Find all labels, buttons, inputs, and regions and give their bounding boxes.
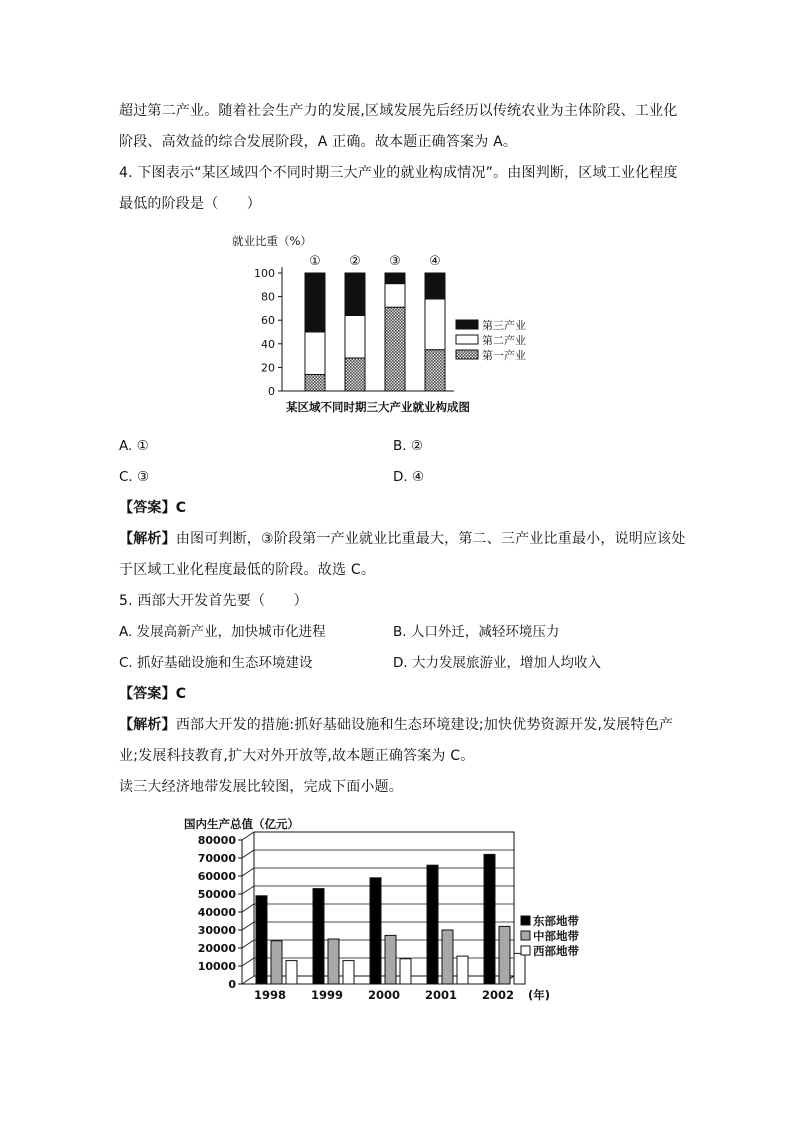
chart1-bar-segment [425,273,445,299]
chart1-bar-segment [385,307,405,391]
chart2-ytick-label: 10000 [197,960,236,973]
chart2-bar [286,961,297,984]
q5-option-c[interactable]: C. 抓好基础设施和生态环境建设 [119,655,313,671]
chart2-grid-slant [242,922,254,930]
q4-option-c[interactable]: C. ③ [119,469,150,485]
chart1-bar-segment [345,358,365,391]
chart2-bar [370,878,381,984]
chart1-ytick-label: 20 [261,361,275,375]
q4-analysis-label: 【解析】 [119,531,176,547]
chart2-category-label: 2002 [481,988,515,1002]
employment-structure-chart [230,228,550,418]
chart2-category-label: 2000 [367,988,401,1002]
q4-analysis-line-2: 于区域工业化程度最低的阶段。故选 C。 [119,562,376,578]
q4-option-b[interactable]: B. ② [393,438,423,454]
chart1-legend-swatch [456,335,478,344]
chart2-legend-label: 西部地带 [533,944,579,958]
q5-option-b[interactable]: B. 人口外迁，减轻环境压力 [393,624,560,640]
chart1-bar-segment [385,273,405,284]
chart1-category-label: ④ [429,254,441,269]
q5-analysis-text-1: 西部大开发的措施:抓好基础设施和生态环境建设;加快优势资源开发,发展特色产 [175,717,674,733]
q5-answer: 【答案】C [119,686,187,702]
chart1-ytick-label: 40 [261,337,275,351]
q4-stem-line-2: 最低的阶段是（ ） [119,196,261,212]
chart2-category-label: 2001 [424,988,458,1002]
chart2-bar [427,865,438,984]
q4-answer: 【答案】C [119,500,187,516]
chart2-bar [400,959,411,984]
chart1-bar-segment [305,374,325,391]
chart2-ytick-label: 50000 [197,888,236,901]
q4-analysis-text-1: 由图可判断，③阶段第一产业就业比重最大，第二、三产业比重最小，说明应该处 [175,531,686,547]
intro-line-1: 超过第二产业。随着社会生产力的发展,区域发展先后经历以传统农业为主体阶段、工业化 [119,103,678,119]
chart1-ytick-label: 60 [261,314,275,328]
chart2-ytick-label: 30000 [197,924,236,937]
q4-analysis-line-1 [119,529,686,549]
reading-prompt: 读三大经济地带发展比较图，完成下面小题。 [119,779,403,795]
chart2-legend-label: 中部地带 [533,929,579,943]
chart1-ytick-label: 0 [268,385,275,398]
chart2-legend-swatch [521,931,530,940]
chart2-grid-slant [242,940,254,948]
chart2-bar [499,926,510,984]
chart1-bar-segment [305,332,325,374]
chart2-legend-label: 东部地带 [533,914,579,928]
chart2-ylabel: 国内生产总值（亿元） [184,817,299,831]
chart1-legend-label: 第二产业 [482,334,526,347]
chart2-bar [271,941,282,984]
q4-option-d[interactable]: D. ④ [393,469,425,485]
chart2-bar [514,953,525,984]
chart1-bar-segment [305,273,325,332]
chart2-grid-slant [242,904,254,912]
chart1-bar-segment [345,315,365,357]
chart2-category-label: 1999 [310,988,344,1002]
chart2-grid-slant [242,958,254,966]
chart1-legend-label: 第一产业 [482,349,526,362]
chart2-bar [328,939,339,984]
chart2-category-label: 1998 [253,988,287,1002]
chart2-grid-slant [242,868,254,876]
chart2-x-unit: (年) [528,988,551,1002]
chart1-legend-label: 第三产业 [482,319,526,332]
chart2-bar [256,896,267,984]
chart2-ytick-label: 0 [228,978,236,991]
chart2-legend-swatch [521,946,530,955]
chart2-grid-slant [242,850,254,858]
q5-analysis-line-2: 业;发展科技教育,扩大对外开放等,故本题正确答案为 C。 [119,748,475,764]
chart2-bar [484,854,495,984]
chart2-ytick-label: 40000 [197,906,236,919]
chart1-ylabel: 就业比重（%） [232,234,312,248]
chart2-grid-slant [242,976,254,984]
q5-option-a[interactable]: A. 发展高新产业，加快城市化进程 [119,624,326,640]
q5-analysis-line-1 [119,715,673,735]
chart2-bar [343,961,354,984]
chart1-category-label: ① [309,254,321,269]
q5-option-d[interactable]: D. 大力发展旅游业，增加人均收入 [393,655,601,671]
q4-stem-line-1: 4. 下图表示“某区域四个不同时期三大产业的就业构成情况”。由图判断，区域工业化程度 [119,165,678,181]
q5-stem: 5. 西部大开发首先要（ ） [119,593,308,609]
chart2-legend-swatch [521,916,530,925]
chart2-bar [442,930,453,984]
intro-line-2: 阶段、高效益的综合发展阶段，A 正确。故本题正确答案为 A。 [119,134,518,150]
chart1-legend-swatch [456,350,478,359]
gdp-comparison-chart [180,814,579,1004]
chart1-title: 某区域不同时期三大产业就业构成图 [286,400,470,414]
chart2-bar [457,956,468,984]
chart1-bar-segment [425,350,445,391]
chart1-bar-segment [425,299,445,350]
chart1-bar-segment [345,273,365,315]
chart1-ytick-label: 100 [254,267,275,280]
chart1-category-label: ② [349,254,361,269]
chart2-ytick-label: 20000 [197,942,236,955]
chart1-legend-swatch [456,320,478,329]
q4-option-a[interactable]: A. ① [119,438,149,454]
chart2-ytick-label: 60000 [197,870,236,883]
q5-analysis-label: 【解析】 [119,717,176,733]
chart1-ytick-label: 80 [261,290,275,304]
chart2-bar [313,889,324,984]
chart2-bar [385,935,396,984]
chart2-grid-slant [242,886,254,894]
chart2-ytick-label: 80000 [197,834,236,847]
chart1-category-label: ③ [389,254,401,269]
chart2-ytick-label: 70000 [197,852,236,865]
chart1-bar-segment [385,284,405,308]
chart2-grid-slant [242,832,254,840]
